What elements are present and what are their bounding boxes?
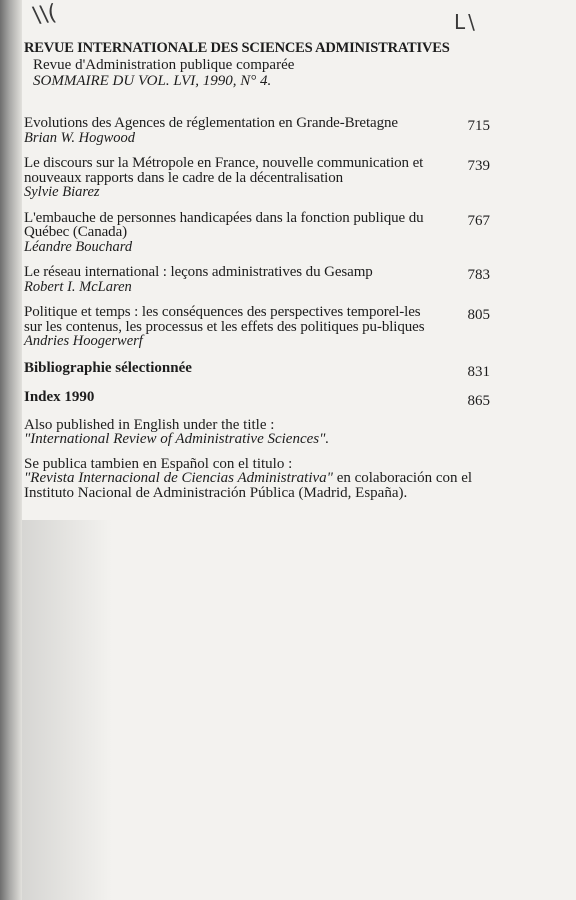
toc-entry [24,265,494,294]
english-edition-note [24,418,494,447]
section-label: Index 1990 [24,388,95,405]
entry-page-number: 715 [467,118,490,134]
table-of-contents [24,116,494,510]
section-label: Bibliographie sélectionnée [24,359,192,376]
entry-title: Evolutions des Agences de réglementation en Grande-Bretagne [24,115,398,131]
handwritten-mark-top-right: L\ [454,10,478,34]
english-title: "International Review of Administrative Sciences". [24,431,330,447]
show-through-shadow [22,520,112,900]
entry-title: L'embauche de personnes handicapées dans la fonction publique du Québec (Canada) [24,209,424,240]
entry-author: Brian W. Hogwood [24,129,136,146]
entry-page-number: 783 [467,267,490,283]
toc-entry [24,116,494,145]
entry-author: Andries Hoogerwerf [24,333,143,349]
entry-author: Robert I. McLaren [24,278,132,295]
toc-entry [24,211,494,255]
toc-entry [24,156,494,200]
journal-subtitle: Revue d'Administration publique comparée [33,57,295,73]
toc-entry [24,305,494,349]
issue-line: SOMMAIRE DU VOL. LVI, 1990, N° 4. [33,73,272,89]
entry-author: Sylvie Biarez [24,184,100,200]
entry-title: Politique et temps : les conséquences des perspectives temporel-les sur les contenus, les processus et les effets des politiques pu-bliques [24,304,425,335]
section-page-number: 831 [467,363,490,380]
entry-author: Léandre Bouchard [24,238,133,255]
spanish-title: "Revista Internacional de Ciencias Administrativa" [24,470,333,486]
spanish-intro: Se publica tambien en Español con el titulo : [24,455,293,472]
toc-section-index [24,388,494,409]
entry-page-number: 739 [467,158,490,174]
english-intro: Also published in English under the title : [24,416,275,433]
section-page-number: 865 [467,392,490,409]
journal-title: REVUE INTERNATIONALE DES SCIENCES ADMINISTRATIVES [24,40,450,56]
spanish-edition-note [24,457,494,501]
entry-title: Le réseau international : leçons administratives du Gesamp [24,264,373,280]
toc-section-bibliography [24,359,494,380]
spanish-rest: en colaboración con el Instituto Nacional de Administración Pública (Madrid, España). [24,470,473,501]
entry-page-number: 767 [467,212,490,229]
handwritten-mark-top-left: \\( [31,0,59,29]
page-header [24,40,494,89]
entry-title: Le discours sur la Métropole en France, nouvelle communication et nouveaux rapports dans le cadre de la décentralisation [24,155,424,186]
entry-page-number: 805 [467,307,490,323]
binding-shadow [0,0,22,900]
